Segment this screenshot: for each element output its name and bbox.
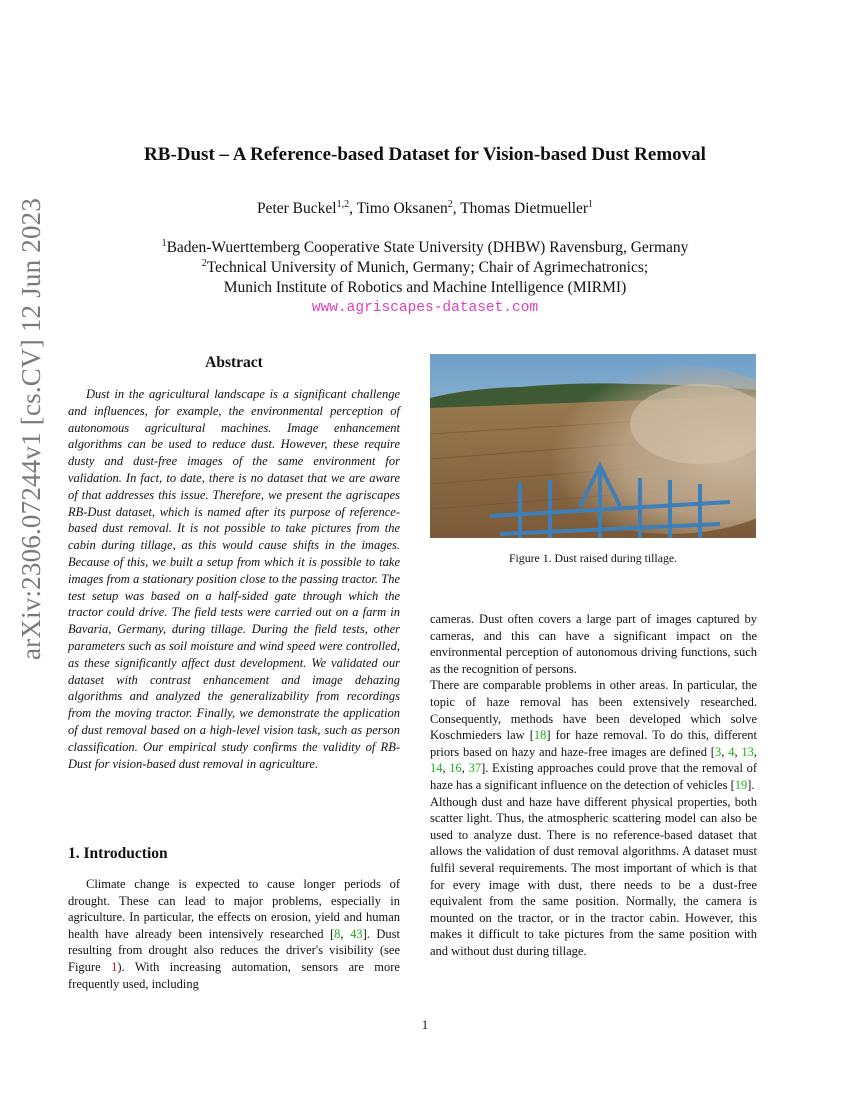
abstract-text: Dust in the agricultural landscape is a significant challenge and influences, for example, the environmental perception of autonomous agricultural machines. Image enhancement algorithms can be used to reduce dust. However, these require dusty and dust-free images of the same environment for validation. In fact, to date, there is no dataset that we are aware of that addresses this issue. Therefore, we present the agriscapes RB-Dust dataset, which is named after its purpose of reference-based dust removal. It is not possible to take pictures from the cabin during tillage, as this would cause shifts in the images. Because of this, we built a setup from which it is possible to take images from a stationary position close to the passing tractor. The test setup was based on a half-sided gate through which the tractor could drive. The field tests were carried out on a farm in Bavaria, Germany, during tillage. During the field tests, other parameters such as soil moisture and wind speed were controlled, as these significantly affect dust development. We validated our dataset with contrast enhancement and image dehazing algorithms and analyzed the generalizability from recordings from the moving tractor. Finally, we demonstrate the application of dust removal based on a high-level vision task, such as person classification. Our empirical study confirms the validity of RB-Dust for vision-based dust removal in agriculture. [68, 387, 400, 771]
paragraph: cameras. Dust often covers a large part of images captured by cameras, and this can have a significant impact on the environmental perception of autonomous driving functions, such as the recognition of persons. [430, 612, 757, 676]
affiliation-1: Baden-Wuerttemberg Cooperative State University (DHBW) Ravensburg, Germany [166, 239, 689, 256]
citation-link[interactable]: 18 [533, 728, 547, 743]
figure-ref-link[interactable]: 1 [111, 959, 118, 974]
author-name: Timo Oksanen [356, 200, 448, 217]
paragraph: There are comparable problems in other areas. In particular, the topic of haze removal has been extensively researched. Consequently, methods have been developed which solve Koschmieders law [18] for haze removal. To do this, different priors based on hazy and haze-free images are defined [3, 4, 13, 14, 16, 37]. Existing approaches could prove that the removal of haze has a significant influence on the detection of vehicles [19]. [430, 678, 758, 792]
arxiv-identifier: arXiv:2306.07244v1 [cs.CV] 12 Jun 2023 [16, 197, 46, 660]
introduction-paragraph: Climate change is expected to cause longer periods of drought. These can lead to major problems, especially in agriculture. In particular, the effects on erosion, yield and human health have already been intensively researched [8, 43]. Dust resulting from drought also reduces the driver's visibility (see Figure 1). With increasing automation, sensors are more frequently used, including [68, 877, 400, 991]
author-affil-sup: 1,2 [336, 198, 350, 210]
author-name: Peter Buckel [256, 200, 337, 217]
figure-caption: Figure 1. Dust raised during tillage. [508, 551, 678, 565]
citation-link[interactable]: 14 [430, 761, 443, 776]
author-affil-sup: 2 [447, 198, 453, 210]
affiliation-2-line-2: Munich Institute of Robotics and Machine Intelligence (MIRMI) [223, 279, 627, 296]
abstract-heading: Abstract [205, 354, 263, 371]
citation-link[interactable]: 13 [741, 744, 754, 759]
paragraph: Although dust and haze have different physical properties, both scatter light. Thus, the atmospheric scattering model can also be used to analyze dust. There is no reference-based dataset that allows the validation of dust removal algorithms. A dataset must fulfil several requirements. The most important of which is that for every image with dust, there needs to be a dust-free equivalent from the same position. Normally, the camera is mounted on the tractor, or in the tractor cabin. However, this makes it difficult to take pictures from the same position with and without dust during tillage. [430, 794, 757, 958]
citation-link[interactable]: 3 [714, 744, 722, 759]
figure-dust-tillage-photo [430, 354, 756, 538]
citation-link[interactable]: 4 [728, 744, 735, 759]
affiliation-2: Technical University of Munich, Germany; Chair of Agrimechatronics; [206, 259, 649, 276]
citation-link[interactable]: 19 [734, 777, 748, 792]
right-column-text [430, 611, 757, 959]
paper-title: RB-Dust – A Reference-based Dataset for Vision-based Dust Removal [144, 144, 706, 165]
tillage-photo-illustration [430, 354, 756, 538]
author-list: Peter Buckel$^{1,2}$, Timo Oksanen$^2$, Thomas Dietmueller$^1$ [256, 198, 594, 217]
introduction-heading: 1. Introduction [68, 845, 168, 862]
citation-link[interactable]: 37 [468, 761, 482, 776]
author-name: Thomas Dietmueller [460, 200, 589, 217]
citation-link[interactable]: 16 [449, 761, 462, 776]
citation-link[interactable]: 8 [334, 926, 341, 941]
citation-link[interactable]: 43 [350, 926, 363, 941]
dataset-url-link[interactable]: www.agriscapes-dataset.com [311, 300, 539, 316]
affiliations: $^1$Baden-Wuerttemberg Cooperative State University (DHBW) Ravensburg, Germany $^2$Technical University of Munich, Germany; Chair of Agrimechatronics; Munich Institute of Robotics and Machine Intelligence (MIRMI) www.agriscapes-dataset.com [0, 238, 850, 318]
page-number: 1 [421, 1017, 429, 1032]
author-affil-sup: 1 [588, 198, 594, 210]
